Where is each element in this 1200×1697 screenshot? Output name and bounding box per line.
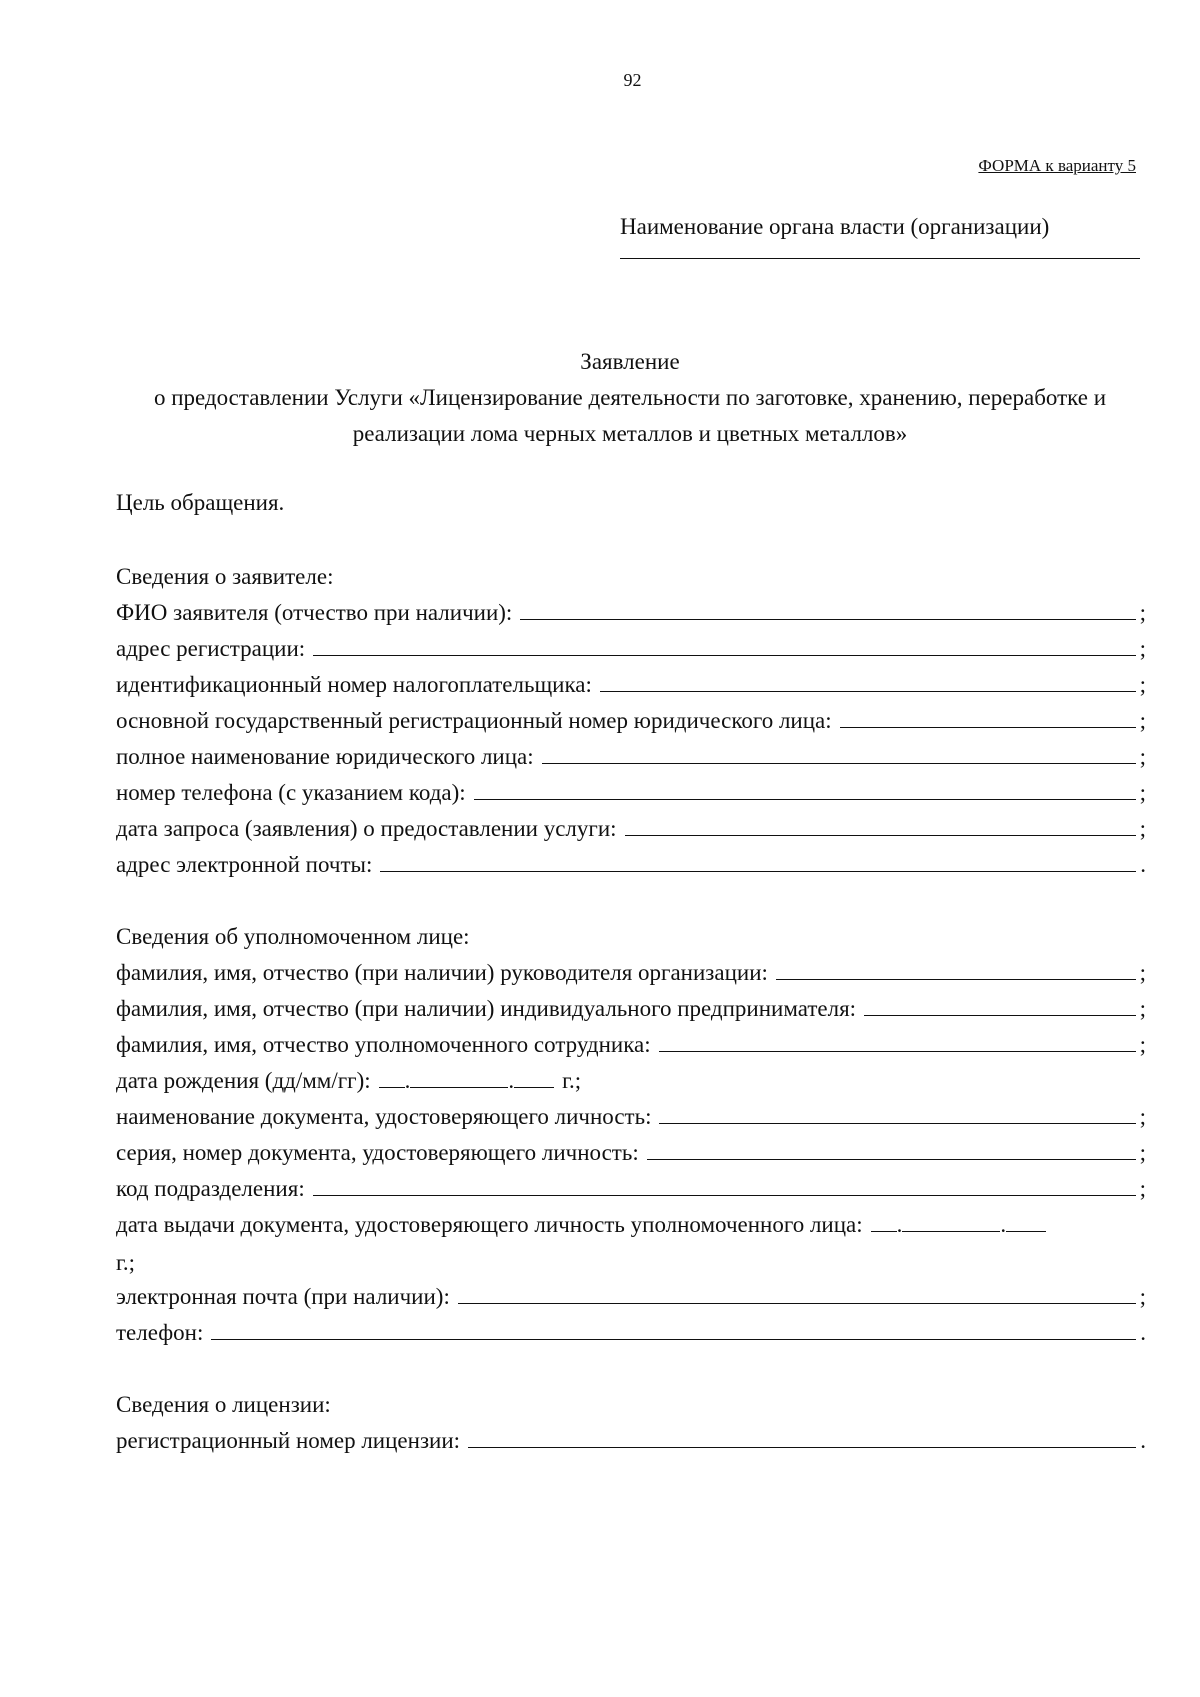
- field-end: ;: [1139, 1284, 1146, 1309]
- field-end: .: [1140, 852, 1146, 877]
- rep-email-row: [116, 1276, 1146, 1310]
- id-issue-date-row: [116, 1204, 1146, 1238]
- applicant-legal-name-row: [116, 736, 1146, 770]
- license-number-field[interactable]: [468, 1446, 1136, 1448]
- applicant-address-field[interactable]: [313, 654, 1135, 656]
- field-end: ;: [1139, 636, 1146, 661]
- issue-year-field[interactable]: [1006, 1230, 1046, 1232]
- issue-year-suffix: г.;: [116, 1250, 135, 1275]
- field-label: адрес электронной почты:: [116, 852, 373, 877]
- applicant-legal-name-field[interactable]: [542, 762, 1136, 764]
- field-label: фамилия, имя, отчество (при наличии) руководителя организации:: [116, 960, 768, 985]
- license-section-title: Сведения о лицензии:: [116, 1392, 331, 1417]
- field-label: ФИО заявителя (отчество при наличии):: [116, 600, 513, 625]
- department-code-row: [116, 1168, 1146, 1202]
- applicant-address-row: [116, 628, 1146, 662]
- entrepreneur-fio-row: [116, 988, 1146, 1022]
- org-head-fio-row: [116, 952, 1146, 986]
- applicant-email-row: [116, 844, 1146, 878]
- page-number: 92: [623, 70, 642, 90]
- rep-email-field[interactable]: [458, 1302, 1136, 1304]
- field-label: регистрационный номер лицензии:: [116, 1428, 461, 1453]
- org-block: [620, 214, 1140, 259]
- birth-year-field[interactable]: [514, 1086, 554, 1088]
- org-name-field[interactable]: [620, 244, 1140, 259]
- applicant-section-title: Сведения о заявителе:: [116, 564, 334, 589]
- applicant-inn-row: [116, 664, 1146, 698]
- field-label: электронная почта (при наличии):: [116, 1284, 450, 1309]
- field-label: фамилия, имя, отчество (при наличии) индивидуального предпринимателя:: [116, 996, 857, 1021]
- field-end: ;: [1139, 1176, 1146, 1201]
- entrepreneur-fio-field[interactable]: [864, 1014, 1136, 1016]
- field-label: код подразделения:: [116, 1176, 305, 1201]
- field-label: основной государственный регистрационный номер юридического лица:: [116, 708, 832, 733]
- field-label: адрес регистрации:: [116, 636, 306, 661]
- date-separator: .: [896, 1212, 903, 1237]
- issue-day-field[interactable]: [871, 1230, 897, 1232]
- rep-phone-field[interactable]: [211, 1338, 1136, 1340]
- field-label: идентификационный номер налогоплательщика:: [116, 672, 592, 697]
- applicant-fio-row: [116, 592, 1146, 626]
- field-end: ;: [1139, 744, 1146, 769]
- form-label: ФОРМА к варианту 5: [978, 156, 1136, 175]
- applicant-ogrn-row: [116, 700, 1146, 734]
- birth-date-row: [116, 1060, 1146, 1094]
- date-separator: .: [404, 1068, 411, 1093]
- field-end: ;: [1139, 600, 1146, 625]
- applicant-email-field[interactable]: [380, 870, 1136, 872]
- rep-phone-row: [116, 1312, 1146, 1346]
- field-label: дата выдачи документа, удостоверяющего личность уполномоченного лица:: [116, 1212, 863, 1237]
- field-end: ;: [1139, 816, 1146, 841]
- issue-month-field[interactable]: [902, 1230, 1000, 1232]
- id-document-name-row: [116, 1096, 1146, 1130]
- field-end: ;: [1139, 780, 1146, 805]
- field-label: серия, номер документа, удостоверяющего личность:: [116, 1140, 639, 1165]
- applicant-inn-field[interactable]: [600, 690, 1136, 692]
- applicant-request-date-row: [116, 808, 1146, 842]
- org-title: Наименование органа власти (организации): [620, 214, 1050, 239]
- document-subtitle-line-1: о предоставлении Услуги «Лицензирование деятельности по заготовке, хранению, переработке и: [153, 385, 1107, 410]
- date-separator: .: [508, 1068, 515, 1093]
- applicant-phone-row: [116, 772, 1146, 806]
- field-label: дата рождения (дд/мм/гг):: [116, 1068, 371, 1093]
- document-title: Заявление: [580, 349, 680, 374]
- field-end: ;: [1139, 672, 1146, 697]
- applicant-phone-field[interactable]: [474, 798, 1136, 800]
- field-label: телефон:: [116, 1320, 204, 1345]
- field-end: ;: [1139, 708, 1146, 733]
- field-end: ;: [1139, 996, 1146, 1021]
- field-label: дата запроса (заявления) о предоставлении услуги:: [116, 816, 617, 841]
- employee-fio-row: [116, 1024, 1146, 1058]
- date-separator: .: [1000, 1212, 1007, 1237]
- field-label: номер телефона (с указанием кода):: [116, 780, 466, 805]
- year-suffix: г.;: [562, 1068, 582, 1093]
- field-label: полное наименование юридического лица:: [116, 744, 534, 769]
- field-end: ;: [1139, 1104, 1146, 1129]
- applicant-fio-field[interactable]: [520, 618, 1135, 620]
- document-subtitle-line-2: реализации лома черных металлов и цветных металлов»: [352, 421, 908, 446]
- field-end: ;: [1139, 1140, 1146, 1165]
- field-end: .: [1140, 1320, 1146, 1345]
- org-head-fio-field[interactable]: [776, 978, 1136, 980]
- field-end: ;: [1139, 1032, 1146, 1057]
- id-document-number-field[interactable]: [647, 1158, 1136, 1160]
- representative-section-title: Сведения об уполномоченном лице:: [116, 924, 470, 949]
- field-end: ;: [1139, 960, 1146, 985]
- employee-fio-field[interactable]: [659, 1050, 1136, 1052]
- field-label: фамилия, имя, отчество уполномоченного сотрудника:: [116, 1032, 651, 1057]
- field-label: наименование документа, удостоверяющего личность:: [116, 1104, 652, 1129]
- applicant-ogrn-field[interactable]: [840, 726, 1136, 728]
- purpose-label: Цель обращения.: [116, 490, 285, 515]
- id-document-name-field[interactable]: [659, 1122, 1135, 1124]
- birth-month-field[interactable]: [410, 1086, 508, 1088]
- field-end: .: [1140, 1428, 1146, 1453]
- applicant-request-date-field[interactable]: [625, 834, 1136, 836]
- license-number-row: [116, 1420, 1146, 1454]
- birth-day-field[interactable]: [379, 1086, 405, 1088]
- id-document-number-row: [116, 1132, 1146, 1166]
- department-code-field[interactable]: [313, 1194, 1136, 1196]
